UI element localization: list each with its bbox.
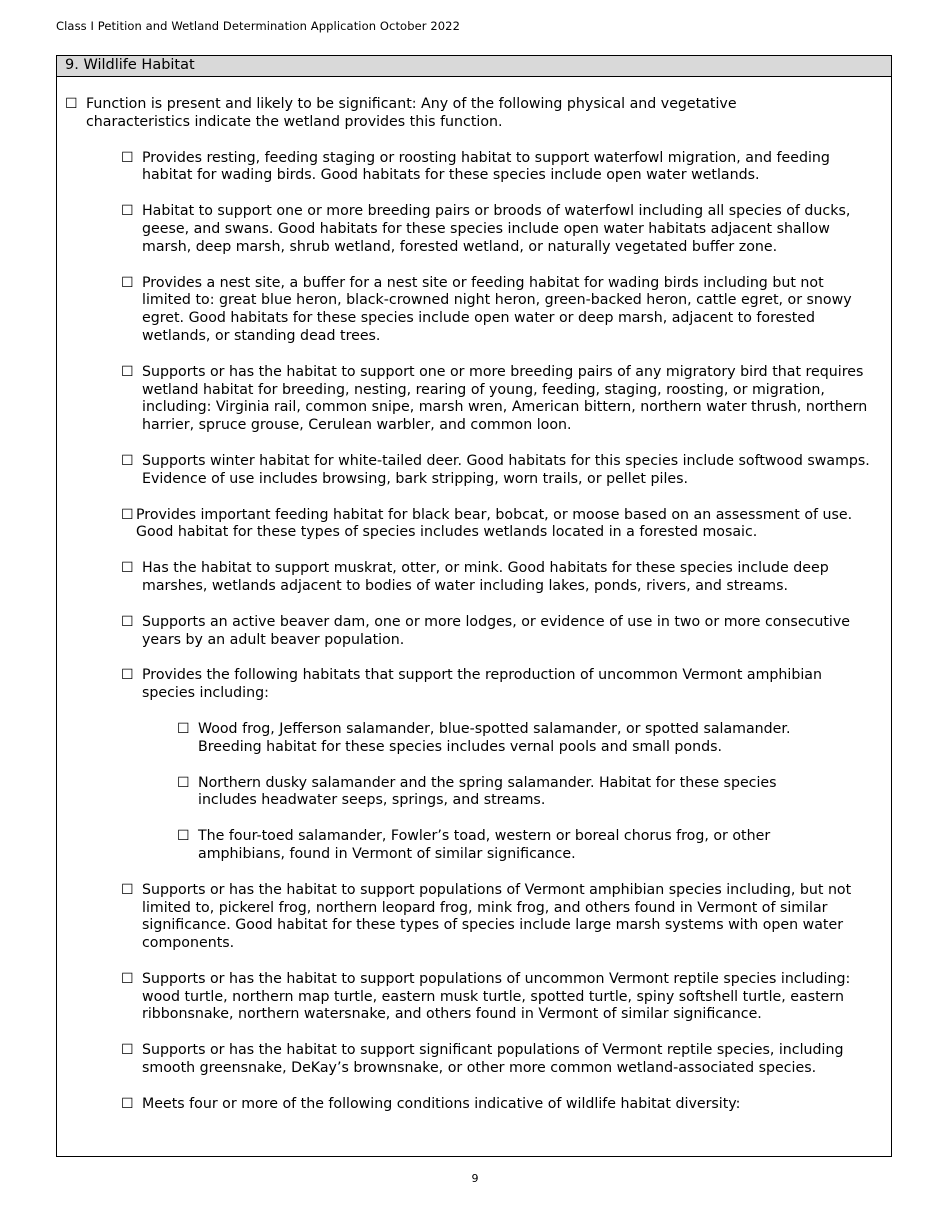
item-text: Supports or has the habitat to support populations of uncommon Vermont reptile species including: wood turtle, northern map turtle, eastern musk turtle, spotted turtle, spiny softshell turtle, eastern ribbonsnake, northern watersnake, and others found in Vermont of similar significance.	[142, 970, 851, 1023]
item-text: Meets four or more of the following conditions indicative of wildlife habitat diversity:	[142, 1095, 741, 1112]
checklist-item-habitat-diversity	[121, 1096, 871, 1114]
section-title: 9. Wildlife Habitat	[57, 56, 891, 77]
checklist-item-amphibian-populations	[121, 882, 871, 953]
page-number: 9	[471, 1172, 479, 1185]
checkbox-icon[interactable]: ☐	[177, 774, 190, 791]
checkbox-icon[interactable]: ☐	[121, 274, 134, 291]
checklist-item-waterfowl-migration	[121, 150, 871, 186]
checkbox-icon[interactable]: ☐	[121, 363, 134, 380]
wildlife-habitat-section	[56, 55, 892, 1157]
checklist-item-bear-bobcat-moose	[121, 507, 871, 543]
checklist-item-amphibian-reproduction	[121, 667, 871, 703]
checklist-item-migratory-birds	[121, 364, 871, 435]
document-header: Class I Petition and Wetland Determination Application October 2022	[56, 19, 461, 33]
item-text: Has the habitat to support muskrat, otter, or mink. Good habitats for these species include deep marshes, wetlands adjacent to bodies of water including lakes, ponds, rivers, and streams.	[142, 560, 829, 594]
checkbox-icon[interactable]: ☐	[121, 613, 134, 630]
item-text: The four-toed salamander, Fowler’s toad, western or boreal chorus frog, or other amphibians, found in Vermont of similar significance.	[198, 828, 771, 862]
checkbox-icon[interactable]: ☐	[121, 1095, 134, 1112]
section-content	[57, 77, 891, 1114]
checklist-item-significant-reptiles	[121, 1042, 871, 1078]
item-text: Supports or has the habitat to support populations of Vermont amphibian species including, but not limited to, pickerel frog, northern leopard frog, mink frog, and others found in Vermont of similar significance. Good habitat for these types of species include large marsh systems with open water components.	[142, 881, 852, 952]
checklist-item-function-present	[65, 96, 815, 132]
checklist-subitem-wood-frog	[177, 721, 827, 757]
item-text: Supports an active beaver dam, one or more lodges, or evidence of use in two or more consecutive years by an adult beaver population.	[142, 613, 850, 648]
checkbox-icon[interactable]: ☐	[65, 96, 78, 112]
checklist-subitem-four-toed-salamander	[177, 828, 827, 864]
checkbox-icon[interactable]: ☐	[121, 560, 134, 577]
item-text: Provides resting, feeding staging or roosting habitat to support waterfowl migration, and feeding habitat for wading birds. Good habitats for these species include open water wetlands.	[142, 149, 830, 184]
checklist-item-uncommon-reptiles	[121, 971, 871, 1024]
checkbox-icon[interactable]: ☐	[177, 828, 190, 845]
checklist-item-beaver	[121, 614, 871, 650]
checklist-subitem-dusky-salamander	[177, 775, 827, 811]
item-text: Supports winter habitat for white-tailed deer. Good habitats for this species include softwood swamps. Evidence of use includes browsing, bark stripping, worn trails, or pellet piles.	[142, 452, 870, 487]
checklist-item-white-tailed-deer	[121, 453, 871, 489]
checkbox-icon[interactable]: ☐	[121, 203, 134, 220]
checklist-item-waterfowl-breeding	[121, 203, 871, 256]
item-text: Habitat to support one or more breeding pairs or broods of waterfowl including all species of ducks, geese, and swans. Good habitats for these species include open water habitats adjacent shallow marsh, deep marsh, shrub wetland, forested wetland, or naturally vegetated buffer zone.	[142, 203, 851, 255]
checkbox-icon[interactable]: ☐	[121, 881, 134, 898]
item-text: Provides a nest site, a buffer for a nest site or feeding habitat for wading birds including but not limited to: great blue heron, black-crowned night heron, green-backed heron, cattle egret, or snowy egret. Good habitats for these species include open water or deep marsh, adjacent to forested wetlands, or standing dead trees.	[142, 274, 852, 344]
checkbox-icon[interactable]: ☐	[121, 1042, 134, 1059]
item-text: Northern dusky salamander and the spring salamander. Habitat for these species includes headwater seeps, springs, and streams.	[198, 774, 777, 809]
checkbox-icon[interactable]: ☐	[121, 149, 134, 166]
item-text: Supports or has the habitat to support significant populations of Vermont reptile species, including smooth greensnake, DeKay’s brownsnake, or other more common wetland-associated species.	[142, 1042, 844, 1077]
checkbox-icon[interactable]: ☐	[177, 720, 190, 737]
checkbox-icon[interactable]: ☐	[121, 970, 134, 987]
item-text: Function is present and likely to be significant: Any of the following physical and vegetative characteristics indicate the wetland provides this function.	[86, 96, 737, 130]
checklist-item-wading-birds	[121, 275, 871, 346]
item-text: Provides the following habitats that support the reproduction of uncommon Vermont amphibian species including:	[142, 667, 822, 702]
item-text: Wood frog, Jefferson salamander, blue-spotted salamander, or spotted salamander. Breeding habitat for these species includes vernal pools and small ponds.	[198, 720, 791, 755]
checkbox-icon[interactable]: ☐	[121, 452, 134, 469]
checkbox-icon[interactable]: ☐	[121, 667, 134, 684]
checklist-item-muskrat-otter-mink	[121, 560, 871, 596]
item-text: Provides important feeding habitat for black bear, bobcat, or moose based on an assessment of use. Good habitat for these types of species includes wetlands located in a forested mosaic.	[136, 506, 853, 541]
checkbox-icon[interactable]: ☐	[121, 506, 134, 523]
item-text: Supports or has the habitat to support one or more breeding pairs of any migratory bird that requires wetland habitat for breeding, nesting, rearing of young, feeding, staging, roosting, or migration, including: Virginia rail, common snipe, marsh wren, American bittern, northern water thrush, northern harrier, spruce grouse, Cerulean warbler, and common loon.	[142, 363, 868, 434]
